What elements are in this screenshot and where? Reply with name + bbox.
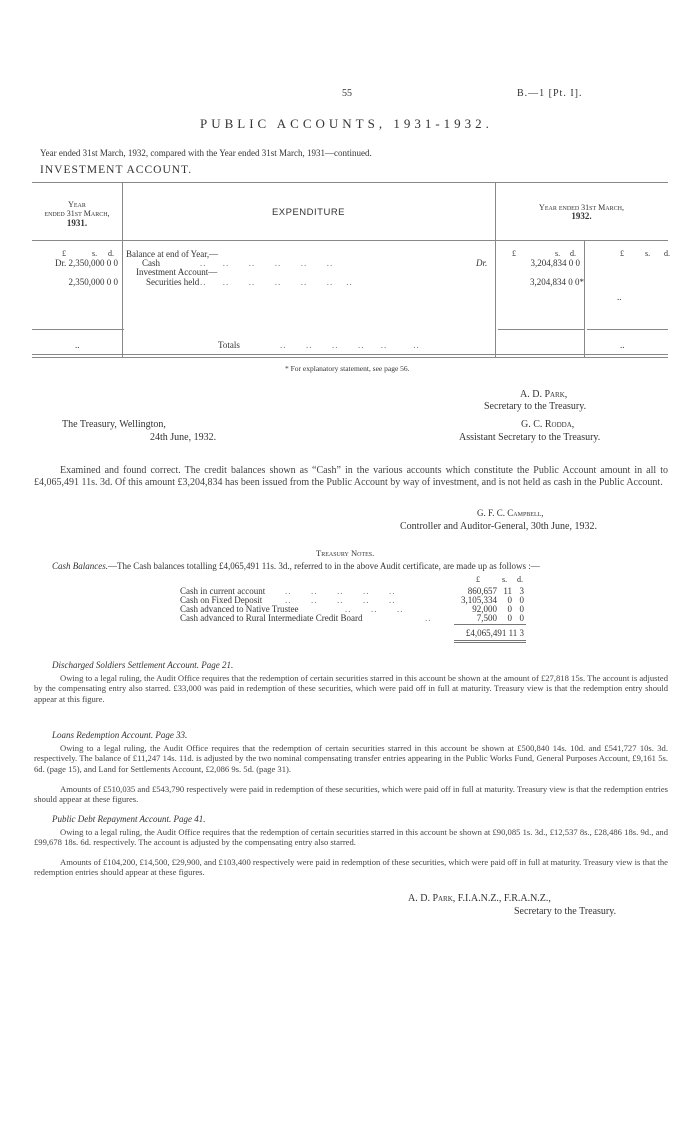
audit-text: Examined and found correct. The credit balances shown as “Cash” in the various accounts which constitute the Public Account amount in all to £4,065,491 11s. 3d. Of this amount £3,204,834 has been issued from the Public Account by way of investment, and is not held as cash in the Public Account. xyxy=(34,465,668,489)
unit-shillings: s. xyxy=(92,249,98,258)
totals-1931: .. xyxy=(75,340,80,350)
unit-shillings: s. xyxy=(502,575,508,584)
pdr-text-1: Owing to a legal ruling, the Audit Office requires that the redemption of certain securities starred in this account be shown at £90,085 1s. 3d., £12,537 8s., £28,486 18s. 9d., and £99,678 18s. 6d. respectively. The account is adjusted by the compensating entry also starred. xyxy=(34,827,668,848)
cash-total: £4,065,491 11 3 xyxy=(465,628,524,638)
cash-item-shillings: 0 xyxy=(507,595,512,605)
col-year-1932-line1: Year ended 31st March, xyxy=(539,203,624,212)
col-year-1931-line3: 1931. xyxy=(66,218,88,228)
row-investment-label: Investment Account— xyxy=(136,267,218,277)
final-signatory-name: A. D. Park, F.I.A.N.Z., F.R.A.N.Z., xyxy=(408,893,551,904)
audit-signatory-title: Controller and Auditor-General, 30th June, 1932. xyxy=(400,521,597,532)
signature-rodda-title: Assistant Secretary to the Treasury. xyxy=(459,432,601,443)
cash-item-pence: 0 xyxy=(519,595,524,605)
cash-item-pence: 3 xyxy=(519,586,524,596)
cash-item-pence: 0 xyxy=(519,613,524,623)
loans-text-2: Amounts of £510,035 and £543,790 respectively were paid in redemption of these securities, which were paid off in full at maturity. Treasury view is that the redemption entries should appear at these figures. xyxy=(34,784,668,805)
dss-text: Owing to a legal ruling, the Audit Office requires that the redemption of certain securities starred in this account be shown at the amount of £27,818 15s. The account is adjusted by the compensating entry also starred. £33,000 was paid in redemption of these securities, which were paid off in full at maturity. Treasury view is that the redemption entry should appear at this figure. xyxy=(34,673,669,704)
cash-item-amount: 3,105,334 xyxy=(461,595,497,605)
loans-heading: Loans Redemption Account. Page 33. xyxy=(52,730,188,740)
row-right-dots: .. xyxy=(617,292,622,302)
row-cash-label: Cash xyxy=(142,258,160,268)
row-cash-1932: 3,204,834 0 0 xyxy=(530,258,580,268)
unit-pounds: £ xyxy=(62,249,66,258)
row-balance-label: Balance at end of Year,— xyxy=(126,249,219,259)
account-title: INVESTMENT ACCOUNT. xyxy=(40,164,193,176)
unit-pence: d. xyxy=(570,249,576,258)
cash-item-pence: 0 xyxy=(519,604,524,614)
page-subtitle: Year ended 31st March, 1932, compared with the Year ended 31st March, 1931—continued. xyxy=(40,148,372,158)
totals-1932: .. xyxy=(620,340,625,350)
unit-pence: d. xyxy=(664,249,670,258)
pdr-text-2: Amounts of £104,200, £14,500, £29,900, and £103,400 respectively were paid in redemption of these securities, which were paid off in full at maturity. Treasury view is that the redemption entries should appear at these figures. xyxy=(34,857,668,878)
cash-item-shillings: 11 xyxy=(503,586,512,596)
row-securities-1932: 3,204,834 0 0* xyxy=(530,277,584,287)
treasury-notes-heading: Treasury Notes. xyxy=(316,548,375,558)
col-year-1931-line1: Year xyxy=(68,200,86,209)
signature-park-title: Secretary to the Treasury. xyxy=(484,401,587,412)
row-cash-1931: Dr. 2,350,000 0 0 xyxy=(55,258,118,268)
unit-pence: d. xyxy=(108,249,114,258)
cash-item-shillings: 0 xyxy=(507,604,512,614)
row-cash-dr: Dr. xyxy=(476,258,488,268)
final-signatory-title: Secretary to the Treasury. xyxy=(514,906,617,917)
cash-balances-label: Cash Balances. xyxy=(52,561,108,571)
cash-balances-intro xyxy=(52,561,540,571)
audit-signatory-name: G. F. C. Campbell, xyxy=(477,508,544,518)
unit-shillings: s. xyxy=(555,249,561,258)
cash-item-label: Cash in current account xyxy=(180,586,266,596)
col-year-1932-line2: 1932. xyxy=(571,211,592,221)
signature-place: The Treasury, Wellington, xyxy=(62,419,166,430)
col-expenditure: EXPENDITURE xyxy=(271,207,346,218)
cash-item-label: Cash on Fixed Deposit xyxy=(180,595,263,605)
pdr-heading: Public Debt Repayment Account. Page 41. xyxy=(52,814,206,824)
unit-shillings: s. xyxy=(645,249,651,258)
signature-date: 24th June, 1932. xyxy=(150,432,217,443)
page-number: 55 xyxy=(342,88,352,99)
cash-item-label: Cash advanced to Rural Intermediate Credit Board xyxy=(180,613,363,623)
signature-rodda-name: G. C. Rodda, xyxy=(521,419,575,430)
cash-item-label: Cash advanced to Native Trustee xyxy=(180,604,299,614)
footnote: * For explanatory statement, see page 56. xyxy=(285,364,410,373)
cash-balances-text: —The Cash balances totalling £4,065,491 11s. 3d., referred to in the above Audit certificate, are made up as follows :— xyxy=(108,561,540,571)
document-reference: B.—1 [Pt. I]. xyxy=(517,88,583,99)
cash-item-amount: 860,657 xyxy=(467,586,497,596)
totals-label: Totals xyxy=(218,340,240,350)
unit-pence: d. xyxy=(517,575,523,584)
cash-item-amount: 7,500 xyxy=(476,613,497,623)
row-securities-label: Securities held xyxy=(146,277,200,287)
unit-pounds: £ xyxy=(512,249,516,258)
page-title: PUBLIC ACCOUNTS, 1931-1932. xyxy=(200,116,493,131)
cash-item-shillings: 0 xyxy=(507,613,512,623)
unit-pounds: £ xyxy=(476,575,480,584)
signature-park-name: A. D. Park, xyxy=(520,389,568,400)
col-year-1931-line2: ended 31st March, xyxy=(44,209,110,218)
cash-item-amount: 92,000 xyxy=(472,604,497,614)
row-securities-1931: 2,350,000 0 0 xyxy=(68,277,118,287)
dss-heading: Discharged Soldiers Settlement Account. Page 21. xyxy=(52,660,234,670)
unit-pounds: £ xyxy=(620,249,624,258)
loans-text-1: Owing to a legal ruling, the Audit Office requires that the redemption of certain securities starred in this account be shown at £500,840 14s. 10d. and £541,727 10s. 3d. respectively. The balance of £11,247 14s. 11d. is adjusted by the two nominal compensating transfer entries appearing in the Public Works Fund, General Purposes Account, £9,161 5s. 6d. (page 15), and Land for Settlements Account, £2,086 9s. 5d. (page 31). xyxy=(34,743,668,774)
